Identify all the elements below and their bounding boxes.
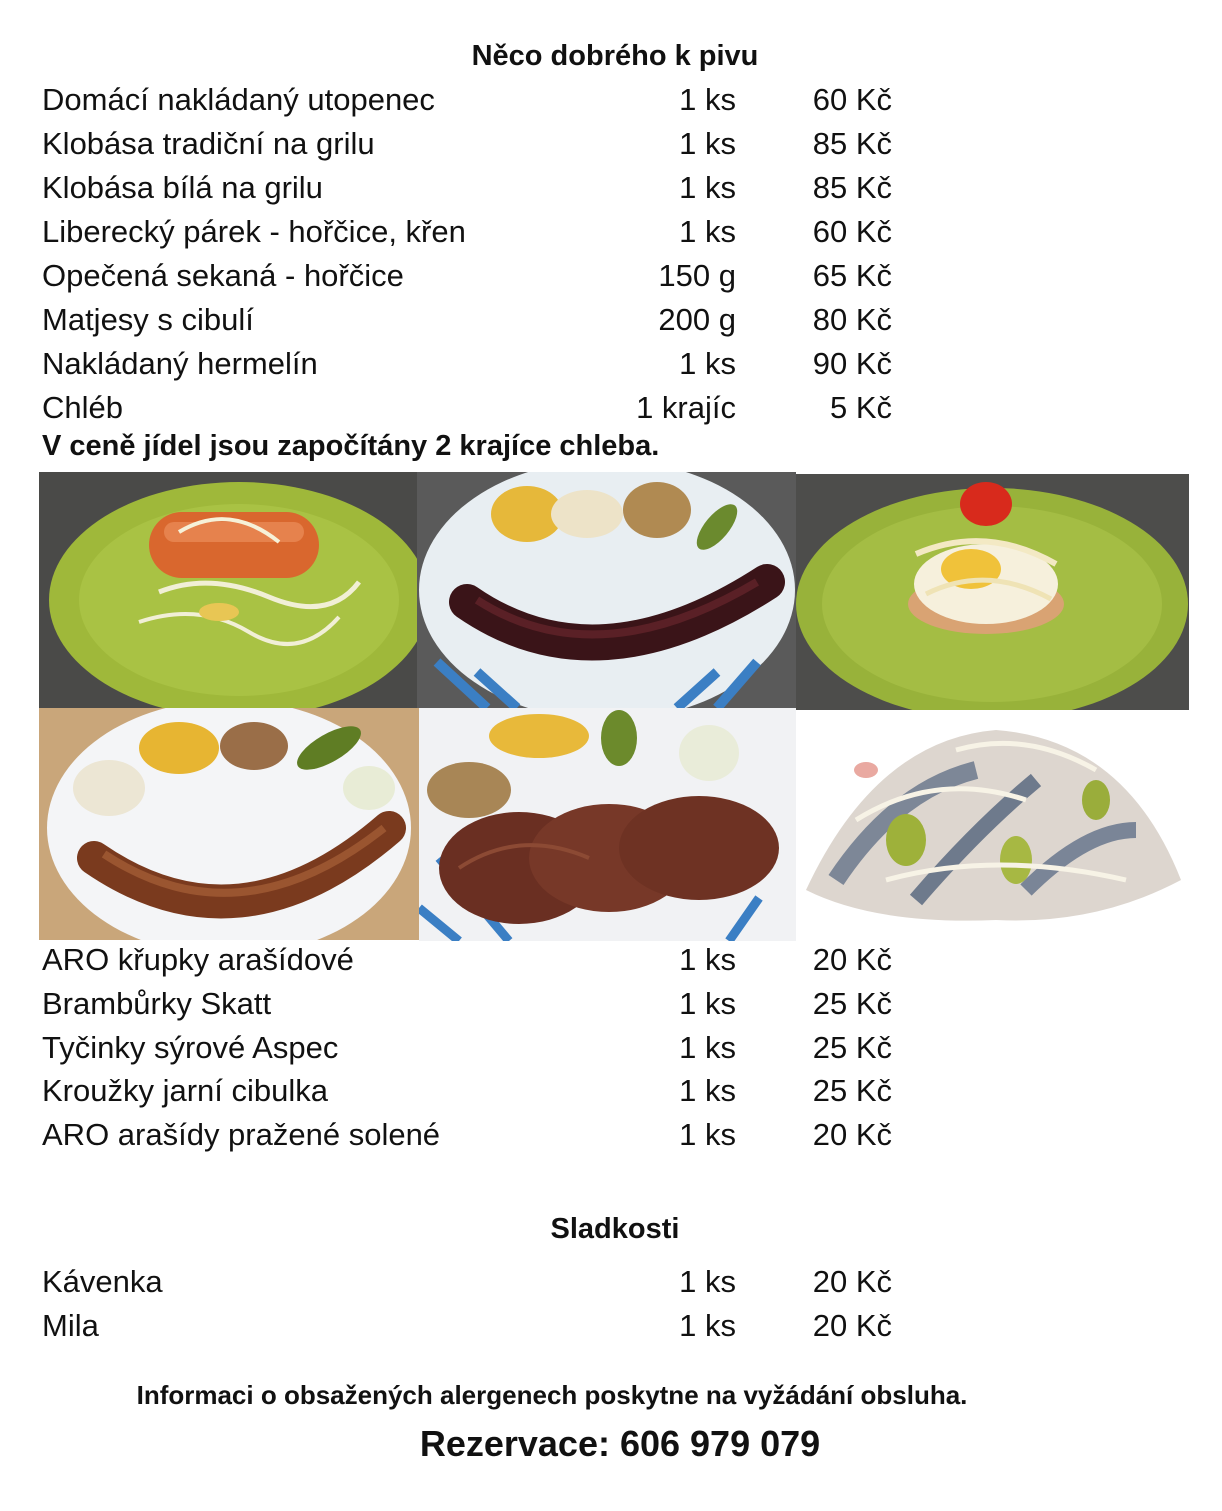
menu-row	[42, 938, 902, 982]
section-title-sweets: Sladkosti	[550, 1213, 680, 1245]
item-name: Klobása bílá na grilu	[42, 170, 323, 205]
item-qty: 1 ks	[679, 346, 736, 381]
item-qty: 1 ks	[679, 1117, 736, 1152]
item-qty: 1 ks	[679, 986, 736, 1021]
item-qty: 150 g	[658, 258, 736, 293]
item-qty: 1 krajíc	[636, 390, 736, 425]
item-price: 20 Kč	[812, 1264, 892, 1299]
item-name: Tyčinky sýrové Aspec	[42, 1030, 339, 1065]
menu-row	[42, 1113, 902, 1157]
item-qty: 1 ks	[679, 170, 736, 205]
item-qty: 200 g	[658, 302, 736, 337]
item-qty: 1 ks	[679, 82, 736, 117]
item-qty: 1 ks	[679, 942, 736, 977]
item-price: 20 Kč	[812, 942, 892, 977]
item-price: 25 Kč	[812, 1030, 892, 1065]
item-qty: 1 ks	[679, 126, 736, 161]
item-name: Kroužky jarní cibulka	[42, 1073, 329, 1108]
allergen-note: Informaci o obsažených alergenech poskytne na vyžádání obsluha.	[136, 1380, 968, 1410]
menu-row	[42, 1026, 902, 1070]
bread-note: V ceně jídel jsou započítány 2 krajíce chleba.	[42, 430, 660, 462]
item-name: Klobása tradiční na grilu	[42, 126, 375, 161]
item-price: 25 Kč	[812, 986, 892, 1021]
item-price: 85 Kč	[812, 170, 892, 205]
item-name: Domácí nakládaný utopenec	[42, 82, 435, 117]
item-price: 90 Kč	[812, 346, 892, 381]
sekana-plate-icon	[419, 708, 796, 941]
menu-row	[42, 1260, 902, 1304]
section-title-beer-snacks: Něco dobrého k pivu	[471, 40, 759, 72]
item-qty: 1 ks	[679, 1308, 736, 1343]
item-name: Brambůrky Skatt	[42, 986, 272, 1021]
item-name: ARO arašídy pražené solené	[42, 1117, 441, 1152]
item-price: 60 Kč	[812, 82, 892, 117]
item-name: Kávenka	[42, 1264, 163, 1299]
hermelin-plate-icon	[796, 474, 1189, 710]
item-qty: 1 ks	[679, 1073, 736, 1108]
menu-row	[42, 166, 902, 210]
blood-sausage-plate-icon	[417, 472, 796, 708]
item-name: Nakládaný hermelín	[42, 346, 318, 381]
item-name: Opečená sekaná - hořčice	[42, 258, 404, 293]
parek-plate-icon	[39, 708, 419, 940]
item-price: 65 Kč	[812, 258, 892, 293]
menu-row	[42, 386, 902, 430]
item-name: Matjesy s cibulí	[42, 302, 254, 337]
item-price: 5 Kč	[829, 390, 892, 425]
utopenec-plate-icon	[39, 472, 417, 708]
item-price: 80 Kč	[812, 302, 892, 337]
item-qty: 1 ks	[679, 1264, 736, 1299]
item-name: Mila	[42, 1308, 99, 1343]
menu-row	[42, 982, 902, 1026]
menu-row	[42, 1304, 902, 1348]
item-qty: 1 ks	[679, 214, 736, 249]
matjesy-herring-icon	[796, 710, 1189, 940]
item-name: Liberecký párek - hořčice, křen	[42, 214, 466, 249]
item-qty: 1 ks	[679, 1030, 736, 1065]
menu-row	[42, 342, 902, 386]
menu-row	[42, 1069, 902, 1113]
menu-row	[42, 78, 902, 122]
item-price: 20 Kč	[812, 1117, 892, 1152]
menu-row	[42, 254, 902, 298]
item-price: 60 Kč	[812, 214, 892, 249]
menu-row	[42, 122, 902, 166]
item-price: 85 Kč	[812, 126, 892, 161]
item-price: 20 Kč	[812, 1308, 892, 1343]
menu-row	[42, 210, 902, 254]
item-name: ARO křupky arašídové	[42, 942, 354, 977]
reservation-phone: Rezervace: 606 979 079	[419, 1423, 821, 1464]
menu-row	[42, 298, 902, 342]
item-price: 25 Kč	[812, 1073, 892, 1108]
item-name: Chléb	[42, 390, 123, 425]
